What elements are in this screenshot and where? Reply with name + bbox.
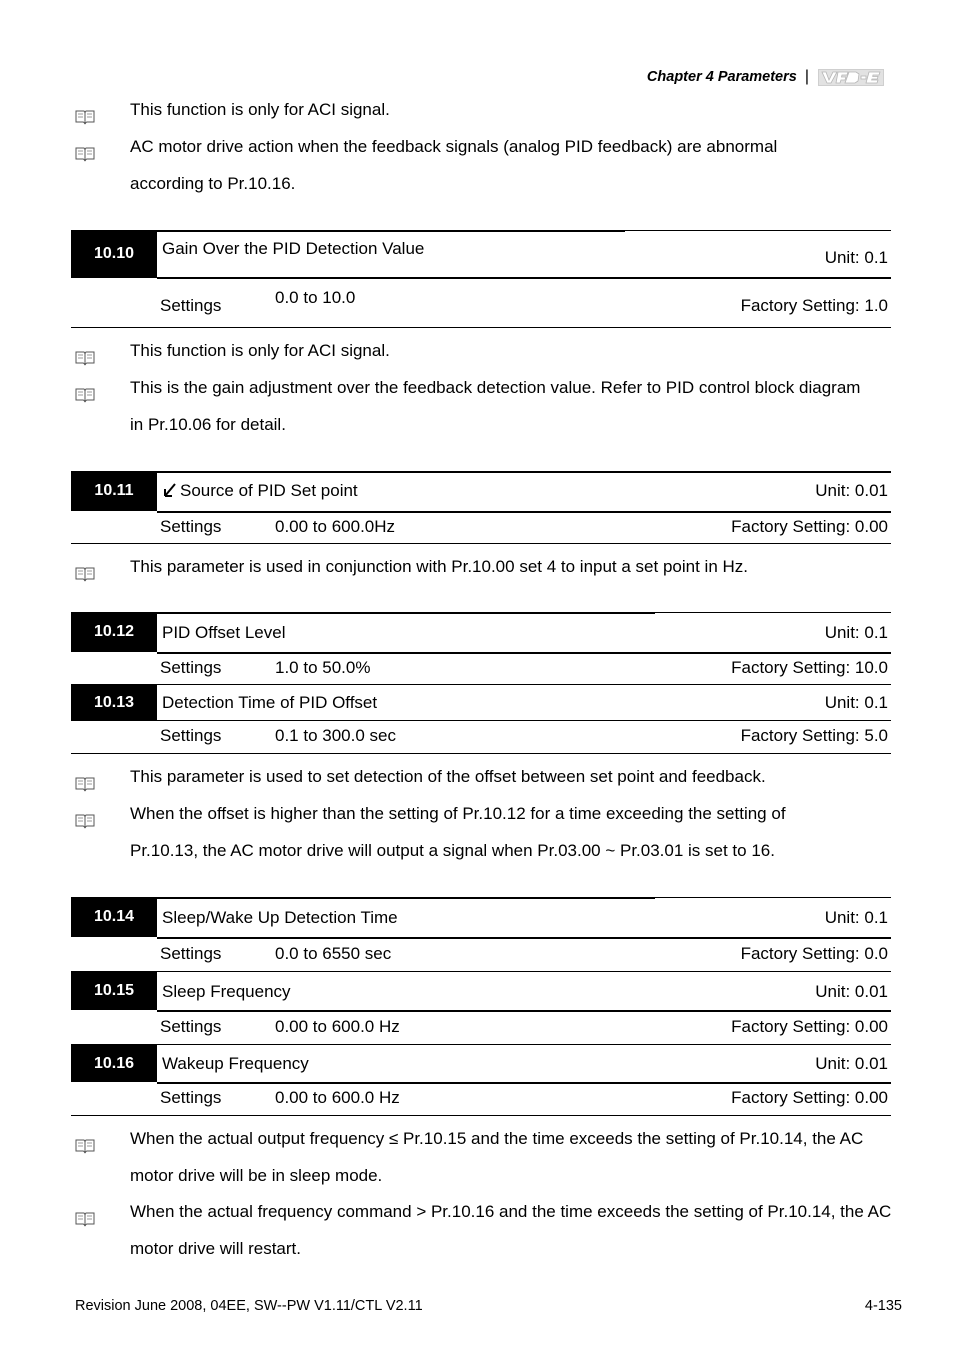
param-unit: Unit: 0.01 xyxy=(815,982,888,1001)
note-text: This parameter is used to set detection of the offset between set point and feedback. xyxy=(130,767,766,786)
param-number: 10.15 xyxy=(71,972,157,1010)
note-text: When the actual frequency command > Pr.10.16 and the time exceeds the setting of Pr.10.14, the AC motor drive will restart. xyxy=(130,1202,892,1258)
note-text: This function is only for ACI signal. xyxy=(130,341,390,360)
settings-row xyxy=(71,721,891,753)
note-gain-adjustment xyxy=(75,369,905,443)
note-sleep-mode xyxy=(75,1120,905,1194)
param-number: 10.10 xyxy=(71,230,157,278)
table-rule xyxy=(71,543,891,544)
header-separator: | xyxy=(804,68,809,85)
note-text: This function is only for ACI signal. xyxy=(130,100,390,119)
param-unit: Unit: 0.1 xyxy=(824,623,888,642)
settings-label: Settings xyxy=(160,296,222,315)
param-number: 10.11 xyxy=(71,471,157,511)
param-name: Detection Time of PID Offset xyxy=(162,693,378,712)
note-text: When the actual output frequency ≤ Pr.10.15 and the time exceeds the setting of Pr.10.14, the AC motor drive will be in sleep mode. xyxy=(130,1129,864,1185)
factory-setting: Factory Setting: 1.0 xyxy=(740,296,888,315)
book-icon xyxy=(75,342,95,358)
param-name: Sleep/Wake Up Detection Time xyxy=(162,908,398,927)
param-unit: Unit: 0.01 xyxy=(815,481,888,500)
param-unit: Unit: 0.1 xyxy=(824,248,888,267)
page-header xyxy=(647,66,884,88)
note-set-point-hz xyxy=(75,548,905,585)
settings-label: Settings xyxy=(160,658,222,677)
settings-range: 1.0 to 50.0% xyxy=(275,658,371,677)
footer-revision: Revision June 2008, 04EE, SW--PW V1.11/CTL V2.11 xyxy=(75,1298,423,1314)
param-row xyxy=(71,612,891,652)
param-number: 10.16 xyxy=(71,1045,157,1082)
table-rule xyxy=(71,1115,891,1116)
param-name: Wakeup Frequency xyxy=(162,1054,309,1073)
vfd-e-logo xyxy=(818,69,884,86)
settings-row xyxy=(71,513,891,543)
note-text: AC motor drive action when the feedback signals (analog PID feedback) are abnormal according to Pr.10.16. xyxy=(130,137,778,193)
note-aci-only-2 xyxy=(75,332,905,369)
factory-setting: Factory Setting: 0.0 xyxy=(740,944,888,963)
param-name: Gain Over the PID Detection Value xyxy=(162,239,425,258)
note-text: This parameter is used in conjunction with Pr.10.00 set 4 to input a set point in Hz. xyxy=(130,557,749,576)
book-icon xyxy=(75,558,95,574)
param-row xyxy=(71,471,891,511)
run-change-icon xyxy=(162,482,178,498)
param-row xyxy=(71,972,891,1010)
param-row xyxy=(71,1045,891,1082)
settings-row xyxy=(71,654,891,684)
book-icon xyxy=(75,1203,95,1219)
param-row xyxy=(71,685,891,720)
book-icon xyxy=(75,805,95,821)
factory-setting: Factory Setting: 0.00 xyxy=(731,517,888,536)
note-aci-only xyxy=(75,91,905,128)
param-row xyxy=(71,230,891,278)
page-number: 4-135 xyxy=(864,1298,902,1314)
param-number: 10.13 xyxy=(71,685,157,720)
param-number: 10.12 xyxy=(71,612,157,652)
param-name: Sleep Frequency xyxy=(162,982,291,1001)
settings-label: Settings xyxy=(160,517,222,536)
settings-label: Settings xyxy=(160,726,222,745)
settings-range: 0.00 to 600.0 Hz xyxy=(275,1017,400,1036)
book-icon xyxy=(75,138,95,154)
param-unit: Unit: 0.1 xyxy=(824,693,888,712)
factory-setting: Factory Setting: 5.0 xyxy=(740,726,888,745)
note-restart xyxy=(75,1193,905,1267)
param-unit: Unit: 0.01 xyxy=(815,1054,888,1073)
chapter-title: Chapter 4 Parameters xyxy=(646,69,797,85)
factory-setting: Factory Setting: 10.0 xyxy=(731,658,888,677)
book-icon xyxy=(75,379,95,395)
settings-label: Settings xyxy=(160,1088,222,1107)
note-feedback-abnormal xyxy=(75,128,905,202)
settings-row xyxy=(71,279,891,327)
param-row xyxy=(71,897,891,937)
param-name-wrap xyxy=(162,481,358,501)
note-offset-output xyxy=(75,795,905,869)
book-icon xyxy=(75,768,95,784)
settings-label: Settings xyxy=(160,944,222,963)
param-name: PID Offset Level xyxy=(162,623,286,642)
settings-row xyxy=(71,1084,891,1115)
note-offset-detection xyxy=(75,758,905,795)
settings-range: 0.1 to 300.0 sec xyxy=(275,726,396,745)
param-unit: Unit: 0.1 xyxy=(824,908,888,927)
settings-row xyxy=(71,1012,891,1044)
book-icon xyxy=(75,101,95,117)
factory-setting: Factory Setting: 0.00 xyxy=(731,1088,888,1107)
settings-range: 0.0 to 10.0 xyxy=(275,288,356,307)
book-icon xyxy=(75,1130,95,1146)
settings-range: 0.00 to 600.0 Hz xyxy=(275,1088,400,1107)
table-rule xyxy=(71,327,891,328)
settings-label: Settings xyxy=(160,1017,222,1036)
settings-range: 0.00 to 600.0Hz xyxy=(275,517,396,536)
settings-range: 0.0 to 6550 sec xyxy=(275,944,392,963)
factory-setting: Factory Setting: 0.00 xyxy=(731,1017,888,1036)
note-text: This is the gain adjustment over the feedback detection value. Refer to PID control block diagram in Pr.10.06 for detail. xyxy=(130,378,861,434)
note-text: When the offset is higher than the setting of Pr.10.12 for a time exceeding the setting of Pr.10.13, the AC motor drive will output a signal when Pr.03.00 ~ Pr.03.01 is set to 16. xyxy=(130,804,786,860)
param-number: 10.14 xyxy=(71,897,157,937)
param-name: Source of PID Set point xyxy=(180,481,358,500)
settings-row xyxy=(71,939,891,971)
table-rule xyxy=(71,753,891,754)
